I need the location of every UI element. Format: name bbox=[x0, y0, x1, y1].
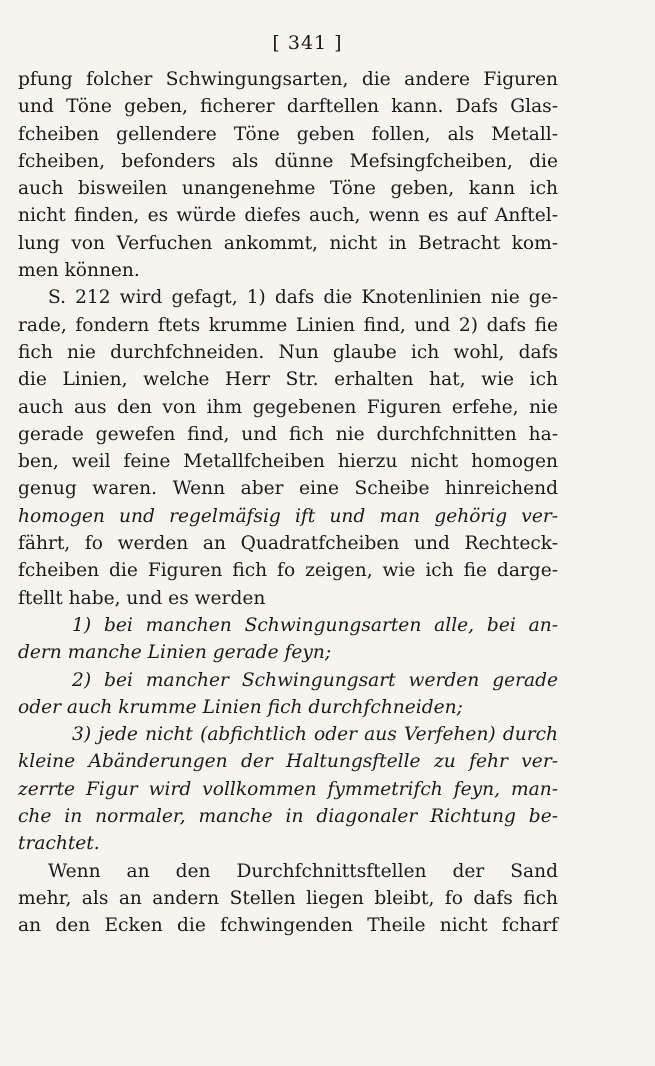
text-line: nicht finden, es würde diefes auch, wenn es auf Anftel- bbox=[18, 205, 558, 227]
text-line: zerrte Figur wird vollkommen fymmetrifch feyn, man- bbox=[18, 778, 558, 800]
text-line: auch aus den von ihm gegebenen Figuren erfehe, nie bbox=[18, 396, 558, 418]
text-line: ben, weil feine Metallfcheiben hierzu nicht homogen bbox=[18, 451, 558, 473]
text-line: 2) bei mancher Schwingungsart werden gerade bbox=[72, 669, 558, 691]
text-line: dern manche Linien gerade feyn; bbox=[18, 642, 332, 664]
text-line: pfung folcher Schwingungsarten, die andere Figuren bbox=[18, 69, 558, 90]
text-line: 1) bei manchen Schwingungsarten alle, bei an- bbox=[72, 614, 558, 636]
text-line: fährt, fo werden an Quadratfcheiben und Rechteck- bbox=[18, 533, 558, 555]
text-line: und Töne geben, ficherer darftellen kann. Dafs Glas- bbox=[18, 96, 558, 118]
text-line: oder auch krumme Linien fich durchfchneiden; bbox=[18, 696, 463, 718]
text-line: trachtet. bbox=[18, 833, 100, 855]
text-line: mehr, als an andern Stellen liegen bleibt, fo dafs fich bbox=[18, 887, 558, 909]
text-line: gerade gewefen find, und fich nie durchfchnitten ha- bbox=[18, 423, 558, 445]
body-text bbox=[18, 66, 558, 940]
text-line: Wenn an den Durchfchnittsftellen der Sand bbox=[48, 860, 558, 882]
text-line: men können. bbox=[18, 260, 140, 282]
text-line: kleine Abänderungen der Haltungsftelle zu fehr ver- bbox=[18, 751, 558, 773]
text-line: rade, fondern ftets krumme Linien find, und 2) dafs fie bbox=[18, 314, 558, 336]
text-line: fich nie durchfchneiden. Nun glaube ich wohl, dafs bbox=[18, 341, 558, 363]
text-line: 3) jede nicht (abfichtlich oder aus Verfehen) durch bbox=[72, 724, 558, 746]
text-line: die Linien, welche Herr Str. erhalten hat, wie ich bbox=[18, 369, 558, 391]
text-line: fcheiben gellendere Töne geben follen, als Metall- bbox=[18, 123, 558, 145]
text-line: fcheiben die Figuren fich fo zeigen, wie ich fie darge- bbox=[18, 560, 558, 582]
text-line: S. 212 wird gefagt, 1) dafs die Knotenlinien nie ge- bbox=[48, 287, 558, 309]
page-number: [ 341 ] bbox=[272, 32, 343, 54]
text-line: lung von Verfuchen ankommt, nicht in Betracht kom- bbox=[18, 232, 558, 254]
text-line: auch bisweilen unangenehme Töne geben, kann ich bbox=[18, 178, 558, 200]
text-line: che in normaler, manche in diagonaler Richtung be- bbox=[18, 806, 558, 828]
text-line: fcheiben, befonders als dünne Mefsingfcheiben, die bbox=[18, 150, 558, 172]
text-line: an den Ecken die fchwingenden Theile nicht fcharf bbox=[18, 915, 558, 937]
text-line: genug waren. Wenn aber eine Scheibe hinreichend bbox=[18, 478, 558, 500]
text-line: homogen und regelmäfsig ift und man gehörig ver- bbox=[18, 505, 558, 527]
text-line: ftellt habe, und es werden bbox=[18, 587, 266, 609]
